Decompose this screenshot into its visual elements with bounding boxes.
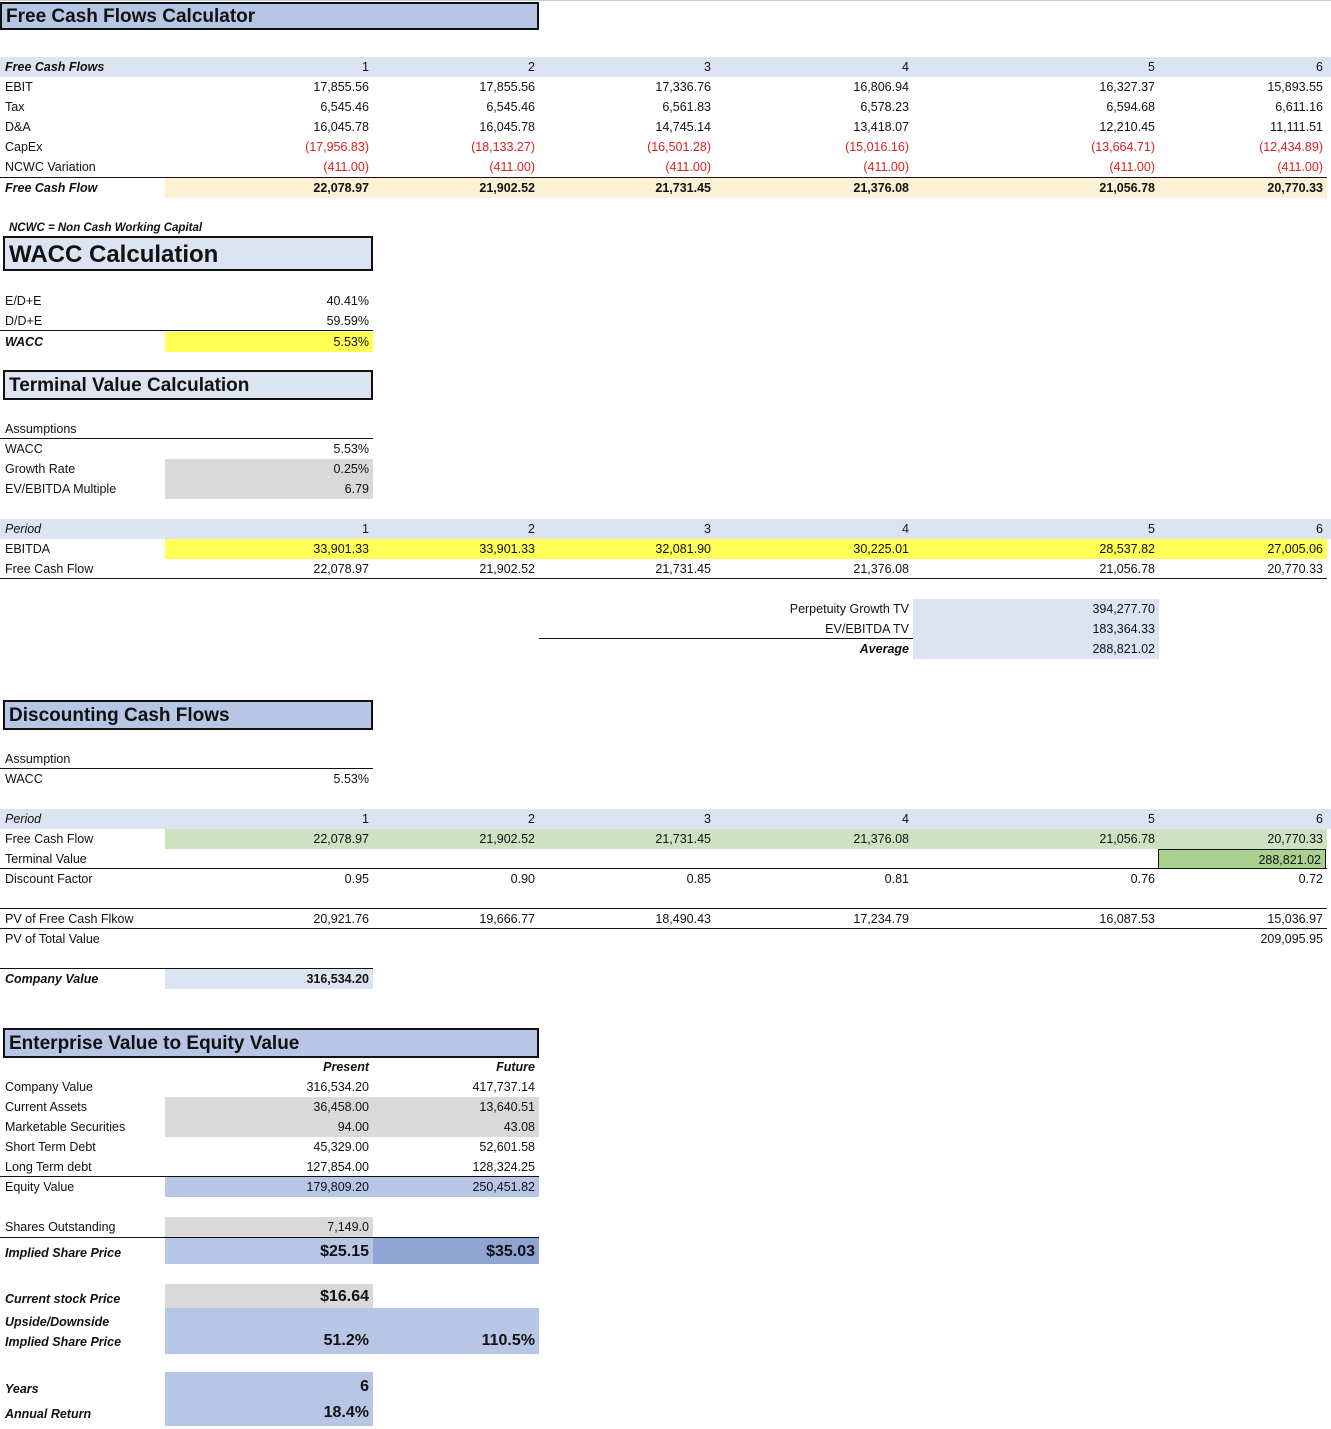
average-label: Average <box>859 642 909 656</box>
period-header: 5 <box>1148 60 1155 74</box>
pv-total-value: 209,095.95 <box>1260 932 1323 946</box>
row-label: E/D+E <box>5 294 42 308</box>
implied-price-row <box>0 1238 1331 1264</box>
period-header: 4 <box>902 812 909 826</box>
dcf-tv-row <box>0 849 1331 869</box>
value-cell: (18,133.27) <box>471 140 535 154</box>
value-cell: 20,770.33 <box>1159 178 1327 198</box>
value-cell: 16,806.94 <box>853 80 909 94</box>
value-cell: 18,490.43 <box>655 912 711 926</box>
period-header: 2 <box>528 60 535 74</box>
wacc-row-debt <box>0 311 1331 331</box>
row-label: Implied Share Price <box>5 1246 122 1260</box>
period-header: 1 <box>362 522 369 536</box>
fcf-row-tax <box>0 97 1331 117</box>
terminal-value-cell[interactable]: 288,821.02 <box>1158 849 1326 869</box>
value-cell: 6,545.46 <box>320 100 369 114</box>
dcf-pv-row <box>0 909 1331 929</box>
period-header: 3 <box>704 522 711 536</box>
value-cell: 40.41% <box>326 294 369 308</box>
value-cell: 21,056.78 <box>1099 562 1155 576</box>
value-cell: (411.00) <box>863 160 909 174</box>
row-label: D/D+E <box>5 314 43 328</box>
perpetuity-value: 394,277.70 <box>913 599 1159 619</box>
row-label: Growth Rate <box>5 462 76 476</box>
tv-period-header-row <box>0 519 1331 539</box>
row-label: D&A <box>5 120 31 134</box>
value-cell: (13,664.71) <box>1091 140 1155 154</box>
ev-row-short-debt <box>0 1137 1331 1157</box>
value-cell: 0.85 <box>686 872 711 886</box>
period-header: 1 <box>362 812 369 826</box>
period-header: 3 <box>704 60 711 74</box>
value-cell: 15,036.97 <box>1267 912 1323 926</box>
top-border <box>0 0 1331 1</box>
period-header: 5 <box>1148 522 1155 536</box>
value-cell: 6,561.83 <box>662 100 711 114</box>
row-label: PV of Total Value <box>5 932 100 946</box>
ev-row-company <box>0 1077 1331 1097</box>
present-value: 179,809.20 <box>165 1177 373 1197</box>
tv-row-fcf <box>0 559 1331 579</box>
dcf-assumption-row <box>0 749 1331 769</box>
value-cell: 0.90 <box>510 872 535 886</box>
future-value: 52,601.58 <box>479 1140 535 1154</box>
years-value: 6 <box>165 1372 373 1398</box>
value-cell: 12,210.45 <box>1099 120 1155 134</box>
period-header: 4 <box>902 522 909 536</box>
row-label: WACC <box>5 442 43 456</box>
row-label: EBITDA <box>5 542 51 556</box>
value-cell: 17,234.79 <box>853 912 909 926</box>
value-cell: 33,901.33 <box>373 539 539 559</box>
value-cell: 21,056.78 <box>913 829 1159 849</box>
value-cell: 27,005.06 <box>1159 539 1327 559</box>
row-label: WACC <box>5 335 44 349</box>
row-label: Company Value <box>5 1080 94 1094</box>
wacc-section-title: WACC Calculation <box>3 236 373 271</box>
ev-equity-section-title: Enterprise Value to Equity Value <box>3 1028 539 1058</box>
value-cell: 0.95 <box>344 872 369 886</box>
value-cell: 6,578.23 <box>860 100 909 114</box>
value-cell: 5.53% <box>333 772 369 786</box>
value-cell: (12,434.89) <box>1259 140 1323 154</box>
tv-section-title: Terminal Value Calculation <box>3 370 373 400</box>
value-cell: 6,594.68 <box>1106 100 1155 114</box>
dcf-pv-total-row <box>0 929 1331 949</box>
present-value[interactable]: 36,458.00 <box>165 1097 373 1117</box>
value-cell: 16,045.78 <box>313 120 369 134</box>
ev-row-securities <box>0 1117 1331 1137</box>
tv-row-wacc <box>0 439 1331 459</box>
period-label: Period <box>5 812 42 826</box>
value-cell: 20,921.76 <box>313 912 369 926</box>
future-value: 128,324.25 <box>472 1160 535 1174</box>
value-cell: 20,770.33 <box>1267 562 1323 576</box>
tv-assumptions-label-row <box>0 419 1331 439</box>
value-cell: 20,770.33 <box>1159 829 1327 849</box>
future-value[interactable]: 13,640.51 <box>373 1097 539 1117</box>
value-cell: 21,902.52 <box>373 178 539 198</box>
ncwc-note: NCWC = Non Cash Working Capital <box>9 222 203 234</box>
fcf-row-da <box>0 117 1331 137</box>
value-cell: 11,111.51 <box>1270 120 1323 134</box>
value-cell: 6,611.16 <box>1275 100 1323 114</box>
value-cell: (411.00) <box>1109 160 1155 174</box>
row-label: Long Term debt <box>5 1160 92 1174</box>
annual-value: 18.4% <box>165 1398 373 1426</box>
divider <box>0 578 1327 579</box>
shares-row <box>0 1217 1331 1237</box>
value-cell: 21,376.08 <box>715 829 913 849</box>
future-value: 250,451.82 <box>373 1177 539 1197</box>
company-value: 316,534.20 <box>165 969 373 989</box>
value-cell: 28,537.82 <box>913 539 1159 559</box>
row-label: Marketable Securities <box>5 1120 126 1134</box>
company-value-row <box>0 969 1331 989</box>
value-cell: 22,078.97 <box>165 829 373 849</box>
assumption-label: Assumption <box>5 752 71 766</box>
upside-present: 51.2% <box>165 1308 373 1354</box>
value-cell: 21,731.45 <box>539 178 715 198</box>
period-label: Period <box>5 522 42 536</box>
period-header: 5 <box>1148 812 1155 826</box>
annual-label: Annual Return <box>5 1407 92 1421</box>
value-cell: 19,666.77 <box>479 912 535 926</box>
row-label: Shares Outstanding <box>5 1220 116 1234</box>
row-label: Discount Factor <box>5 872 93 886</box>
tv-row-growth <box>0 459 1331 479</box>
value-cell: 21,376.08 <box>715 178 913 198</box>
row-label: PV of Free Cash Flkow <box>5 912 134 926</box>
dcf-fcf-row <box>0 829 1331 849</box>
upside-label: Upside/Downside <box>5 1315 110 1329</box>
value-cell: (411.00) <box>665 160 711 174</box>
value-cell: 16,045.78 <box>479 120 535 134</box>
value-cell: (15,016.16) <box>845 140 909 154</box>
row-label: Free Cash Flow <box>5 562 94 576</box>
fcf-row-capex <box>0 137 1331 157</box>
period-header: 6 <box>1316 522 1323 536</box>
fcf-row-ebit <box>0 77 1331 97</box>
fcf-header-row <box>0 57 1331 77</box>
period-header: 2 <box>528 522 535 536</box>
dcf-discount-row <box>0 869 1331 889</box>
tv-ev-ebitda-row <box>0 619 1331 639</box>
current-price-value[interactable]: $16.64 <box>165 1284 373 1308</box>
value-cell: (411.00) <box>489 160 535 174</box>
value-cell: 15,893.55 <box>1267 80 1323 94</box>
growth-rate-input[interactable]: 0.25% <box>165 459 373 479</box>
value-cell: 5.53% <box>333 442 369 456</box>
period-header: 3 <box>704 812 711 826</box>
fcf-total-row <box>0 178 1331 198</box>
upside-label-2: Implied Share Price <box>5 1335 122 1349</box>
dcf-period-header-row <box>0 809 1331 829</box>
present-value[interactable]: 94.00 <box>165 1117 373 1137</box>
value-cell: 59.59% <box>326 314 369 328</box>
period-header: 6 <box>1316 812 1323 826</box>
ev-ebitda-value: 183,364.33 <box>913 619 1159 639</box>
ev-equity-row <box>0 1177 1331 1197</box>
ev-row-long-debt <box>0 1157 1331 1177</box>
value-cell: 17,336.76 <box>655 80 711 94</box>
value-cell: 16,327.37 <box>1099 80 1155 94</box>
tv-row-ebitda <box>0 539 1331 559</box>
perpetuity-label: Perpetuity Growth TV <box>789 602 909 616</box>
present-value: 127,854.00 <box>306 1160 369 1174</box>
shares-value[interactable]: 7,149.0 <box>165 1217 373 1237</box>
divider <box>0 330 373 331</box>
current-price-row <box>0 1284 1331 1308</box>
future-value[interactable]: 43.08 <box>373 1117 539 1137</box>
row-label: Free Cash Flow <box>5 181 98 195</box>
fcf-row-ncwc <box>0 157 1331 177</box>
upside-future: 110.5% <box>373 1308 539 1354</box>
future-value: 417,737.14 <box>472 1080 535 1094</box>
value-cell: 32,081.90 <box>539 539 715 559</box>
present-value: 316,534.20 <box>306 1080 369 1094</box>
value-cell: 0.81 <box>884 872 909 886</box>
value-cell: 14,745.14 <box>655 120 711 134</box>
years-return-block <box>0 1372 1331 1426</box>
fcf-section-title: Free Cash Flows Calculator <box>0 2 539 30</box>
value-cell: 21,731.45 <box>539 829 715 849</box>
row-label: Terminal Value <box>5 852 87 866</box>
value-cell: 22,078.97 <box>165 178 373 198</box>
value-cell: 16,087.53 <box>1099 912 1155 926</box>
implied-future: $35.03 <box>373 1238 539 1264</box>
value-cell: 6,545.46 <box>486 100 535 114</box>
assumptions-label: Assumptions <box>5 422 77 436</box>
value-cell: 30,225.01 <box>715 539 913 559</box>
value-cell: (17,956.83) <box>305 140 369 154</box>
row-label: Equity Value <box>5 1180 75 1194</box>
row-label: EV/EBITDA Multiple <box>5 482 117 496</box>
ev-row-current-assets <box>0 1097 1331 1117</box>
value-cell: 21,731.45 <box>655 562 711 576</box>
tv-average-row <box>0 639 1331 659</box>
row-label: Short Term Debt <box>5 1140 96 1154</box>
upside-row <box>0 1308 1331 1354</box>
value-cell: 13,418.07 <box>853 120 909 134</box>
average-value: 288,821.02 <box>913 639 1159 659</box>
row-label: WACC <box>5 772 43 786</box>
row-label: Tax <box>5 100 25 114</box>
dcf-section-title: Discounting Cash Flows <box>3 700 373 730</box>
period-header: 2 <box>528 812 535 826</box>
value-cell: 21,902.52 <box>373 829 539 849</box>
value-cell: 33,901.33 <box>165 539 373 559</box>
col-future: Future <box>496 1060 535 1074</box>
present-value: 45,329.00 <box>313 1140 369 1154</box>
value-cell: 0.72 <box>1298 872 1323 886</box>
tv-row-multiple <box>0 479 1331 499</box>
row-label: CapEx <box>5 140 43 154</box>
value-cell: 17,855.56 <box>479 80 535 94</box>
ev-col-header-row <box>0 1057 1331 1077</box>
row-label: Current Assets <box>5 1100 87 1114</box>
wacc-total-row <box>0 332 1331 352</box>
row-label: EBIT <box>5 80 33 94</box>
value-cell: (16,501.28) <box>647 140 711 154</box>
fcf-header-label: Free Cash Flows <box>5 60 105 74</box>
dcf-wacc-row <box>0 769 1331 789</box>
implied-present: $25.15 <box>165 1238 373 1264</box>
years-label: Years <box>5 1382 39 1396</box>
value-cell: (411.00) <box>323 160 369 174</box>
value-cell: (411.00) <box>1277 160 1323 174</box>
ev-ebitda-label: EV/EBITDA TV <box>825 622 909 636</box>
value-cell: 0.76 <box>1130 872 1155 886</box>
row-label: Current stock Price <box>5 1292 121 1306</box>
col-present: Present <box>323 1060 369 1074</box>
row-label: Free Cash Flow <box>5 832 94 846</box>
value-cell: 21,056.78 <box>913 178 1159 198</box>
value-cell: 21,376.08 <box>853 562 909 576</box>
multiple-input[interactable]: 6.79 <box>165 479 373 499</box>
period-header: 4 <box>902 60 909 74</box>
row-label: Company Value <box>5 972 99 986</box>
tv-perpetuity-row <box>0 599 1331 619</box>
value-cell: 21,902.52 <box>479 562 535 576</box>
wacc-row-equity <box>0 291 1331 311</box>
wacc-value: 5.53% <box>165 332 373 352</box>
value-cell: 17,855.56 <box>313 80 369 94</box>
row-label: NCWC Variation <box>5 160 96 174</box>
period-header: 6 <box>1316 60 1323 74</box>
period-header: 1 <box>362 60 369 74</box>
value-cell: 22,078.97 <box>313 562 369 576</box>
